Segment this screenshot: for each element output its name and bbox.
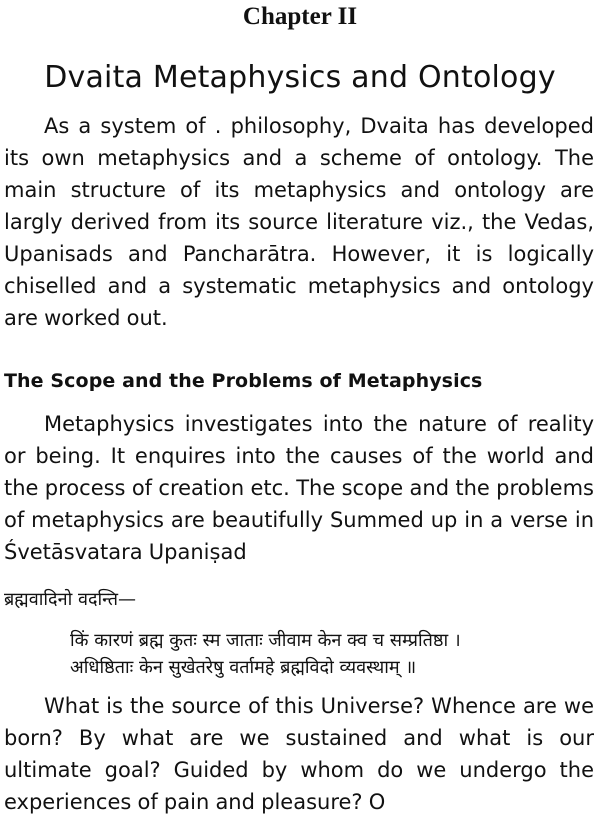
- paragraph-intro: [4, 110, 594, 334]
- section-heading: The Scope and the Problems of Metaphysics: [4, 370, 483, 392]
- paragraph-scope: [4, 408, 594, 568]
- paragraph-scope-text: Metaphysics investigates into the nature of reality or being. It enquires into the causes of the world and the process of creation etc. The scope and the problems of metaphysics are beautifully Summed up in a verse in Śvetāsvatara Upaniṣad: [4, 412, 594, 564]
- paragraph-questions: [4, 690, 594, 818]
- page-title: Dvaita Metaphysics and Ontology: [44, 60, 556, 95]
- sanskrit-intro: ब्रह्मवादिनो वदन्ति—: [4, 589, 136, 610]
- paragraph-questions-text: What is the source of this Universe? Whence are we born? By what are we sustained and what is our ultimate goal? Guided by whom do we undergo the experiences of pain and pleasure? O: [4, 694, 594, 814]
- sanskrit-verse-line-1: किं कारणं ब्रह्म कुतः स्म जाताः जीवाम केन क्व च सम्प्रतिष्ठा ।: [70, 630, 461, 651]
- paragraph-intro-text: As a system of . philosophy, Dvaita has developed its own metaphysics and a scheme of ontology. The main structure of its metaphysics and ontology are largly derived from its source literature viz., the Vedas, Upanisads and Pancharātra. However, it is logically chiselled and a systematic metaphysics and ontology are worked out.: [4, 114, 594, 330]
- sanskrit-verse-line-2: अधिष्ठिताः केन सुखेतरेषु वर्तामहे ब्रह्मविदो व्यवस्थाम् ॥: [70, 657, 417, 678]
- chapter-heading: Chapter II: [242, 3, 358, 30]
